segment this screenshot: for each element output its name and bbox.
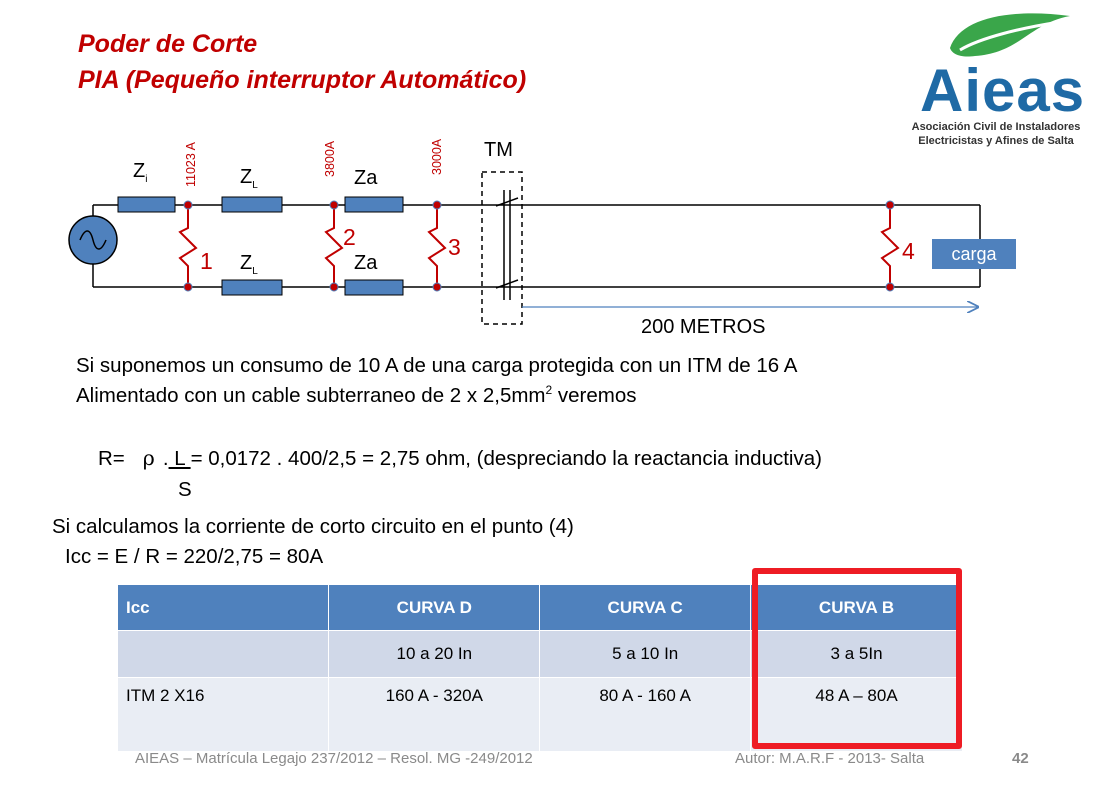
resistor-za-bottom — [345, 280, 403, 295]
resistor-zl-top — [222, 197, 282, 212]
current-label-2: 3800A — [323, 140, 337, 177]
table-cell: 5 a 10 In — [540, 631, 751, 678]
logo-subtitle-1: Asociación Civil de Instaladores — [911, 121, 1081, 133]
ac-source-icon — [69, 216, 117, 264]
label-zl-bottom: $Z_L$ — [240, 252, 258, 277]
resistor-zl-bottom — [222, 280, 282, 295]
tm-box — [482, 172, 522, 324]
table-header-cell: CURVA C — [540, 585, 751, 631]
label-za-top: Za — [354, 167, 378, 189]
paragraph-1-line-2: Alimentado con un cable subterraneo de 2 x $2,5mm^2$ veremos — [76, 383, 637, 407]
label-zi: $Z_i$ — [133, 160, 148, 185]
slide-title-line2: PIA (Pequeño interruptor Automático) — [78, 66, 527, 94]
table-cell: ITM 2 X16 — [118, 678, 329, 752]
table-cell: 80 A - 160 A — [540, 678, 751, 752]
carga-box: carga — [932, 239, 1016, 269]
logo-subtitle-2: Electricistas y Afines de Salta — [918, 135, 1074, 147]
label-distance: 200 METROS — [641, 316, 766, 338]
fault-path-1 — [180, 205, 196, 287]
page-number: 42 — [1012, 750, 1029, 767]
curve-b-highlight — [752, 568, 962, 749]
logo-wordmark: Aieas — [920, 57, 1086, 124]
current-label-3: 3000A — [430, 138, 444, 175]
resistor-za-top — [345, 197, 403, 212]
point-number-3: 3 — [448, 234, 461, 260]
footer-right: Autor: M.A.R.F - 2013- Salta — [735, 750, 925, 767]
fault-path-3 — [429, 205, 445, 287]
fault-path-4 — [882, 205, 898, 287]
table-cell: 10 a 20 In — [329, 631, 540, 678]
point-number-2: 2 — [343, 224, 356, 250]
slide-title-line1: Poder de Corte — [78, 30, 258, 58]
table-cell: 160 A - 320A — [329, 678, 540, 752]
fault-path-2 — [326, 205, 342, 287]
resistor-zi — [118, 197, 175, 212]
paragraph-2-line-2: Icc = E / R = 220/2,75 = 80A — [65, 545, 324, 568]
point-number-4: 4 — [902, 238, 915, 264]
formula-resistance: R= ρ . L = 0,0172 . 400/2,5 = 2,75 ohm, (despreciando la reactancia inductiva) — [98, 446, 822, 470]
label-zl-top: $Z_L$ — [240, 166, 258, 191]
formula-denominator: S — [178, 478, 192, 501]
table-cell: 48 A – 80A — [751, 678, 963, 752]
label-za-bottom: Za — [354, 252, 378, 274]
table-cell — [118, 631, 329, 678]
point-number-1: 1 — [200, 248, 213, 274]
footer-left: AIEAS – Matrícula Legajo 237/2012 – Resol. MG -249/2012 — [135, 750, 533, 767]
table-header-cell: CURVA D — [329, 585, 540, 631]
table-header-cell: Icc — [118, 585, 329, 631]
current-label-1: 11023 A — [184, 142, 198, 187]
paragraph-1-line-1: Si suponemos un consumo de 10 A de una carga protegida con un ITM de 16 A — [76, 354, 798, 377]
circuit-diagram — [0, 0, 1096, 340]
label-tm: TM — [484, 139, 513, 161]
paragraph-2-line-1: Si calculamos la corriente de corto circuito en el punto (4) — [52, 515, 574, 538]
table-header-cell: CURVA B — [751, 585, 963, 631]
table-cell: 3 a 5In — [751, 631, 963, 678]
